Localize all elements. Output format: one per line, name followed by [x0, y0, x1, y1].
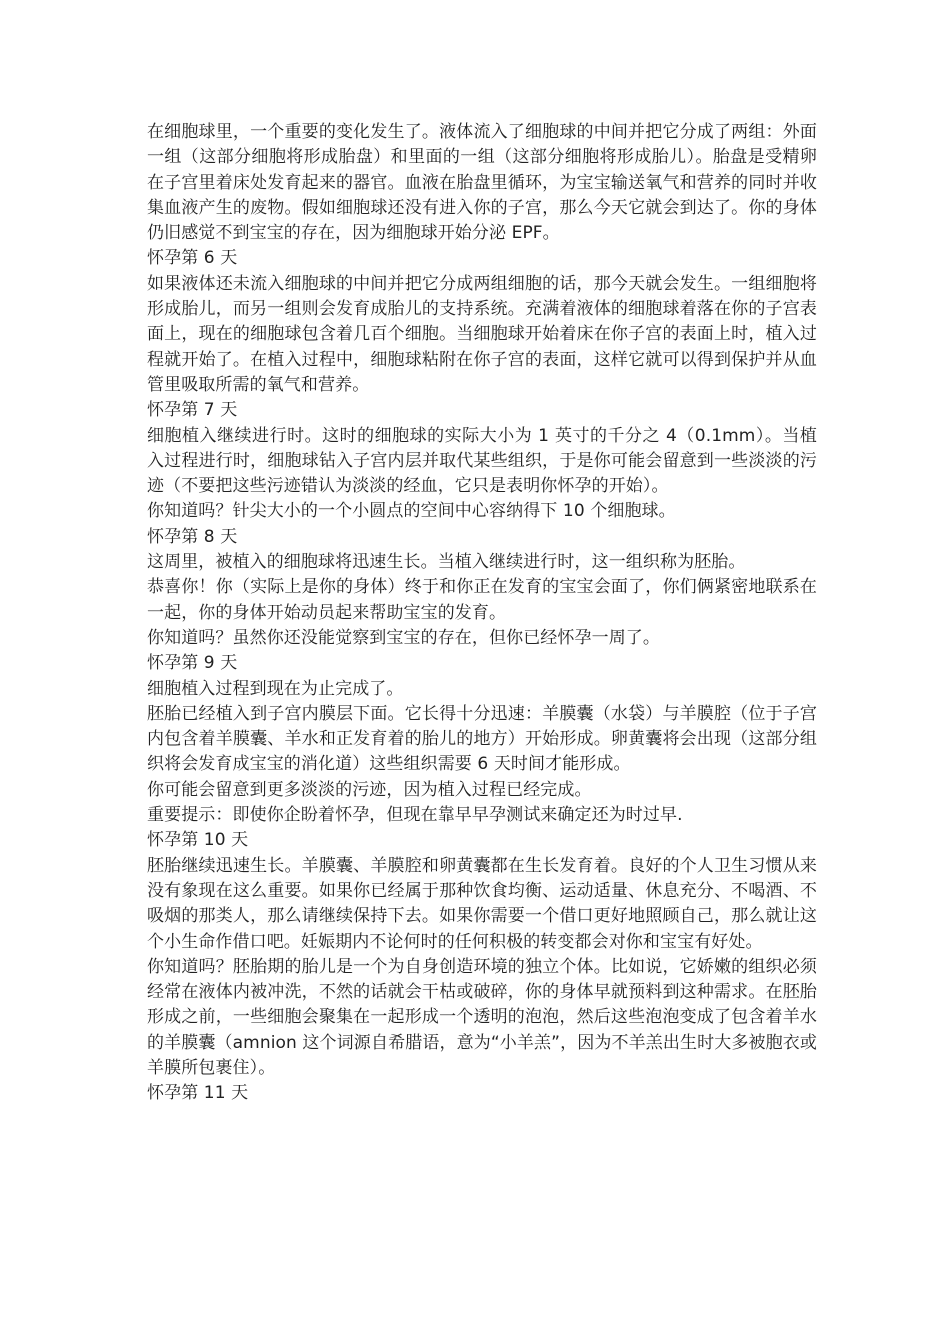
paragraph-day-9: 细胞植入过程到现在为止完成了。 [147, 678, 404, 699]
paragraph-day-9-tip: 重要提示：即使你企盼着怀孕，但现在靠早早孕测试来确定还为时过早. [147, 805, 683, 826]
heading-day-9: 怀孕第 9 天 [147, 653, 238, 674]
heading-day-11: 怀孕第 11 天 [147, 1083, 249, 1104]
paragraph-day-9-spotting: 你可能会留意到更多淡淡的污迹，因为植入过程已经完成。 [147, 779, 592, 800]
paragraph-day-6: 如果液体还未流入细胞球的中间并把它分成两组细胞的话，那今天就会发生。一组细胞将形成胎儿，而另一组则会发育成胎儿的支持系统。充满着液体的细胞球着落在你的子宫表面上，现在的细胞球包含着几百个细胞。当细胞球开始着床在你子宫的表面上时，植入过程就开始了。在植入过程中，细胞球粘附在你子宫的表面，这样它就可以得到保护并从血管里吸取所需的氧气和营养。 [147, 273, 817, 395]
paragraph-day-8-congrats: 恭喜你！你（实际上是你的身体）终于和你正在发育的宝宝会面了，你们俩紧密地联系在一起，你的身体开始动员起来帮助宝宝的发育。 [147, 577, 817, 623]
paragraph-day-7-did-you-know: 你知道吗？针尖大小的一个小圆点的空间中心容纳得下 10 个细胞球。 [147, 501, 676, 522]
paragraph-day-10-did-you-know: 你知道吗？胚胎期的胎儿是一个为自身创造环境的独立个体。比如说，它娇嫩的组织必须经常在液体内被冲洗，不然的话就会干枯或破碎，你的身体早就预料到这种需求。在胚胎形成之前，一些细胞会聚集在一起形成一个透明的泡泡，然后这些泡泡变成了包含着羊水的羊膜囊（amnion 这个词源自希腊语，意为“小羊羔”，因为不羊羔出生时大多被胞衣或羊膜所包裹住）。 [147, 956, 817, 1078]
paragraph-day-9-embryo: 胚胎已经植入到子宫内膜层下面。它长得十分迅速：羊膜囊（水袋）与羊膜腔（位于子宫内包含着羊膜囊、羊水和正发育着的胎儿的地方）开始形成。卵黄囊将会出现（这部分组织将会发育成宝宝的消化道）这些组织需要 6 天时间才能形成。 [147, 703, 817, 775]
paragraph-blastocyst-change: 在细胞球里，一个重要的变化发生了。液体流入了细胞球的中间并把它分成了两组：外面一组（这部分细胞将形成胎盘）和里面的一组（这部分细胞将形成胎儿）。胎盘是受精卵在子宫里着床处发育起来的器官。血液在胎盘里循环，为宝宝输送氧气和营养的同时并收集血液产生的废物。假如细胞球还没有进入你的子宫，那么今天它就会到达了。你的身体仍旧感觉不到宝宝的存在，因为细胞球开始分泌 EPF。 [147, 122, 817, 244]
document-page [147, 120, 817, 1107]
paragraph-day-10: 胚胎继续迅速生长。羊膜囊、羊膜腔和卵黄囊都在生长发育着。良好的个人卫生习惯从来没有象现在这么重要。如果你已经属于那种饮食均衡、运动适量、休息充分、不喝酒、不吸烟的那类人，那么请继续保持下去。如果你需要一个借口更好地照顾自己，那么就让这个小生命作借口吧。妊娠期内不论何时的任何积极的转变都会对你和宝宝有好处。 [147, 855, 817, 952]
heading-day-7: 怀孕第 7 天 [147, 400, 238, 421]
heading-day-8: 怀孕第 8 天 [147, 526, 238, 547]
paragraph-day-8-did-you-know: 你知道吗？虽然你还没能觉察到宝宝的存在，但你已经怀孕一周了。 [147, 627, 660, 648]
heading-day-6: 怀孕第 6 天 [147, 248, 238, 269]
heading-day-10: 怀孕第 10 天 [147, 830, 249, 851]
paragraph-day-7: 细胞植入继续进行时。这时的细胞球的实际大小为 1 英寸的千分之 4（0.1mm）。当植入过程进行时，细胞球钻入子宫内层并取代某些组织，于是你可能会留意到一些淡淡的污迹（不要把这些污迹错认为淡淡的经血，它只是表明你怀孕的开始）。 [147, 425, 817, 497]
paragraph-day-8: 这周里，被植入的细胞球将迅速生长。当植入继续进行时，这一组织称为胚胎。 [147, 552, 746, 573]
